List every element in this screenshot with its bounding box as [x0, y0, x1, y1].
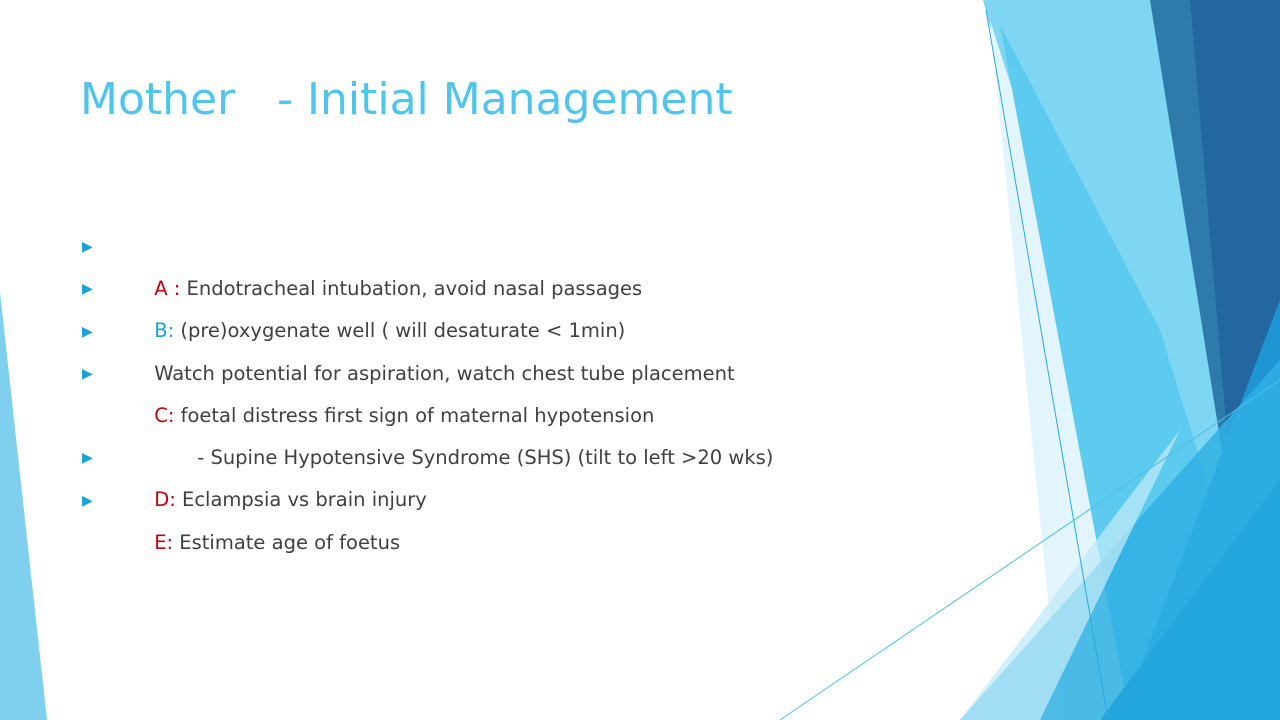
bullet-text: (pre)oxygenate well ( will desaturate < 1min) [180, 319, 626, 343]
bullet-item-aspiration [80, 311, 773, 385]
bullet-label: D: [154, 488, 182, 512]
bullet-list [80, 226, 774, 554]
bullet-label: B: [154, 319, 181, 343]
triangle-bullet-icon: ▶ [82, 323, 93, 340]
bullet-text: Endotracheal intubation, avoid nasal passages [186, 277, 643, 300]
bullet-item-airway [80, 226, 773, 300]
bullet-label: A : [154, 277, 187, 300]
bullet-label: E: [154, 530, 180, 554]
slide-title: Mother - Initial Management [80, 74, 733, 125]
bullet-text: Estimate age of foetus [179, 530, 401, 554]
bullet-text: Eclampsia vs brain injury [182, 488, 427, 512]
bullet-label: C: [154, 403, 181, 427]
bullet-text: foetal distress first sign of maternal hypotension [180, 403, 655, 427]
triangle-bullet-icon: ▶ [82, 450, 93, 467]
sub-item-text: - Supine Hypotensive Syndrome (SHS) (tilt to left >20 wks) [197, 446, 774, 470]
sub-item-shs [80, 395, 774, 470]
triangle-bullet-icon: ▶ [82, 281, 93, 298]
triangle-bullet-icon: ▶ [82, 492, 93, 509]
left-decor-shape [0, 292, 47, 720]
bullet-item-exposure [80, 480, 773, 554]
triangle-bullet-icon: ▶ [82, 365, 93, 382]
bullet-item-breathing [80, 268, 773, 343]
bullet-item-circulation [80, 353, 773, 427]
bullet-item-disability [80, 437, 773, 512]
bullet-text: Watch potential for aspiration, watch chest tube placement [154, 361, 735, 385]
triangle-bullet-icon: ▶ [82, 239, 93, 255]
